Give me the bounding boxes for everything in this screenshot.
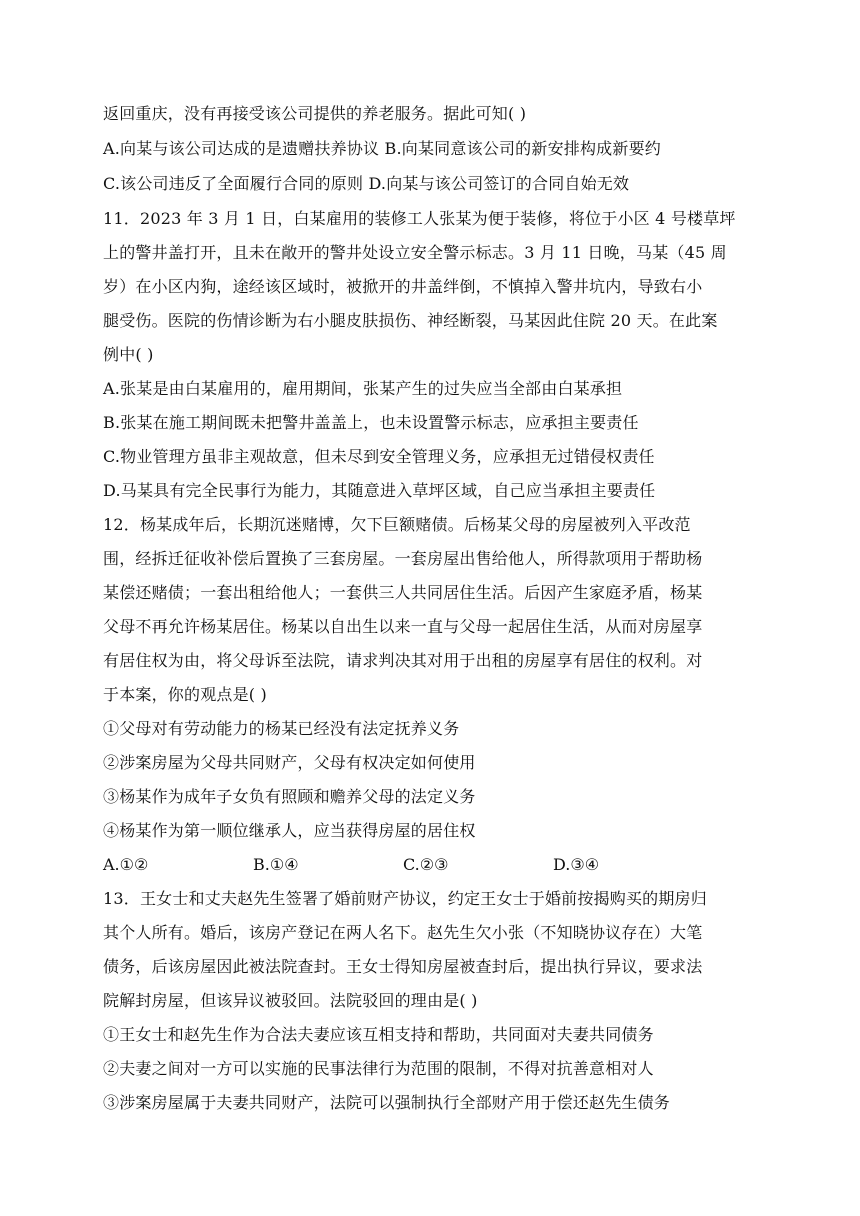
statement-4: ④杨某作为第一顺位继承人，应当获得房屋的居住权 xyxy=(103,821,476,840)
option-c: C.物业管理方虽非主观故意，但未尽到安全管理义务，应承担无过错侵权责任 xyxy=(103,447,655,466)
question-12-line: 有居住权为由，将父母诉至法院，请求判决其对用于出租的房屋享有居住的权利。对 xyxy=(103,651,703,670)
statement-1: ①王女士和赵先生作为合法夫妻应该互相支持和帮助，共同面对夫妻共同债务 xyxy=(103,1025,654,1044)
text-line: A.向某与该公司达成的是遗赠扶养协议 B.向某同意该公司的新安排构成新要约 xyxy=(103,139,661,158)
statement-2: ②涉案房屋为父母共同财产，父母有权决定如何使用 xyxy=(103,753,476,772)
option-a: A.张某是由白某雇用的，雇用期间，张某产生的过失应当全部由白某承担 xyxy=(103,379,623,398)
question-13-line: 13．王女士和丈夫赵先生签署了婚前财产协议，约定王女士于婚前按揭购买的期房归 xyxy=(103,889,707,908)
question-12-line: 围，经拆迁征收补偿后置换了三套房屋。一套房屋出售给他人，所得款项用于帮助杨 xyxy=(103,549,703,568)
question-11-line: 11．2023 年 3 月 1 日，白某雇用的装修工人张某为便于装修，将位于小区 4 号楼草坪 xyxy=(103,209,736,228)
question-11-line: 岁）在小区内狗，途经该区域时，被掀开的井盖绊倒，不慎掉入警井坑内，导致右小 xyxy=(103,277,703,296)
text-line: 返回重庆，没有再接受该公司提供的养老服务。据此可知( ) xyxy=(103,104,527,123)
answer-options-q12 xyxy=(103,855,753,877)
question-13-line: 院解封房屋，但该异议被驳回。法院驳回的理由是( ) xyxy=(103,991,478,1010)
question-11-line: 腿受伤。医院的伤情诊断为右小腿皮肤损伤、神经断裂，马某因此住院 20 天。在此案 xyxy=(103,311,718,330)
question-13-line: 其个人所有。婚后，该房产登记在两人名下。赵先生欠小张（不知晓协议存在）大笔 xyxy=(103,923,703,942)
question-12-line: 于本案，你的观点是( ) xyxy=(103,685,267,704)
statement-3: ③涉案房屋属于夫妻共同财产，法院可以强制执行全部财产用于偿还赵先生债务 xyxy=(103,1093,671,1112)
question-12-line: 12．杨某成年后，长期沉迷赌博，欠下巨额赌债。后杨某父母的房屋被列入平改范 xyxy=(103,515,691,534)
option-b: B.张某在施工期间既未把警井盖盖上，也未设置警示标志，应承担主要责任 xyxy=(103,413,639,432)
answer-option-d: D.③④ xyxy=(553,855,600,874)
question-11-line: 例中( ) xyxy=(103,345,154,364)
text-line: C.该公司违反了全面履行合同的原则 D.向某与该公司签订的合同自始无效 xyxy=(103,174,630,193)
question-12-line: 父母不再允许杨某居住。杨某以自出生以来一直与父母一起居住生活，从而对房屋享 xyxy=(103,617,703,636)
answer-option-b: B.①④ xyxy=(253,855,299,874)
statement-3: ③杨某作为成年子女负有照顾和赡养父母的法定义务 xyxy=(103,787,476,806)
statement-2: ②夫妻之间对一方可以实施的民事法律行为范围的限制，不得对抗善意相对人 xyxy=(103,1059,654,1078)
question-12-line: 某偿还赌债；一套出租给他人；一套供三人共同居住生活。后因产生家庭矛盾，杨某 xyxy=(103,583,703,602)
option-d: D.马某具有完全民事行为能力，其随意进入草坪区域，自己应当承担主要责任 xyxy=(103,481,656,500)
answer-option-c: C.②③ xyxy=(403,855,449,874)
answer-option-a: A.①② xyxy=(103,855,149,874)
question-13-line: 债务，后该房屋因此被法院查封。王女士得知房屋被查封后，提出执行异议，要求法 xyxy=(103,957,703,976)
statement-1: ①父母对有劳动能力的杨某已经没有法定抚养义务 xyxy=(103,719,460,738)
question-11-line: 上的警井盖打开，且未在敞开的警井处设立安全警示标志。3 月 11 日晚，马某（45 周 xyxy=(103,243,727,262)
